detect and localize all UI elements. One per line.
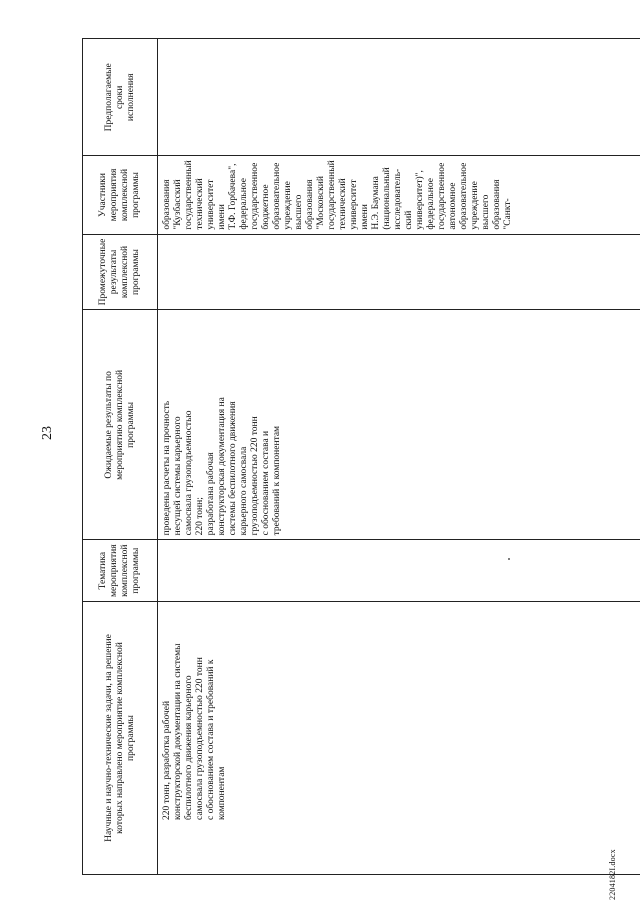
header-participants: Участники мероприятия комплексной программы (83, 156, 158, 234)
cell-deadline (158, 39, 640, 156)
header-results: Ожидаемые результаты по мероприятию комплексной программы (83, 310, 158, 540)
header-tasks: Научные и научно-технические задачи, на решение которых направлено мероприятие комплексной программы (83, 602, 158, 875)
cell-participants: образования "Кузбасский государственный технический университет имени Т.Ф. Горбачева", федеральное государственное бюджетное образовательное учреждение высшего образования "Московский государственный технический университет имени Н.Э. Баумана (национальный исследователь- ский университет)", федеральное государственное автономное образовательное учреждение высшего образования "Санкт- (158, 156, 640, 234)
table-header-row (83, 39, 158, 875)
table-row (158, 39, 640, 875)
cell-results: проведены расчеты на прочность несущей системы карьерного самосвала грузоподъемностью 220 тонн; разработана рабочая конструкторская документация на системы беспилотного движения карьерного самосвала грузоподъемностью 220 тонн с обоснованием состава и требований к компонентам (158, 310, 640, 540)
cell-theme (158, 540, 640, 602)
header-intermediate: Промежуточные результаты комплексной программы (83, 234, 158, 310)
cell-intermediate (158, 234, 640, 310)
program-table (82, 38, 640, 875)
cell-tasks: 220 тонн, разработка рабочей конструкторской документации на системы беспилотного движения карьерного самосвала грузоподъемностью 220 тонн с обоснованием состава и требований к компонентам (158, 602, 640, 875)
scan-speck (508, 558, 510, 560)
header-deadline: Предполагаемые сроки исполнения (83, 39, 158, 156)
page-number: 23 (40, 426, 55, 440)
header-theme: Тематика мероприятия комплексной программы (83, 540, 158, 602)
footer-filename: 2204182I.docx (608, 849, 617, 900)
